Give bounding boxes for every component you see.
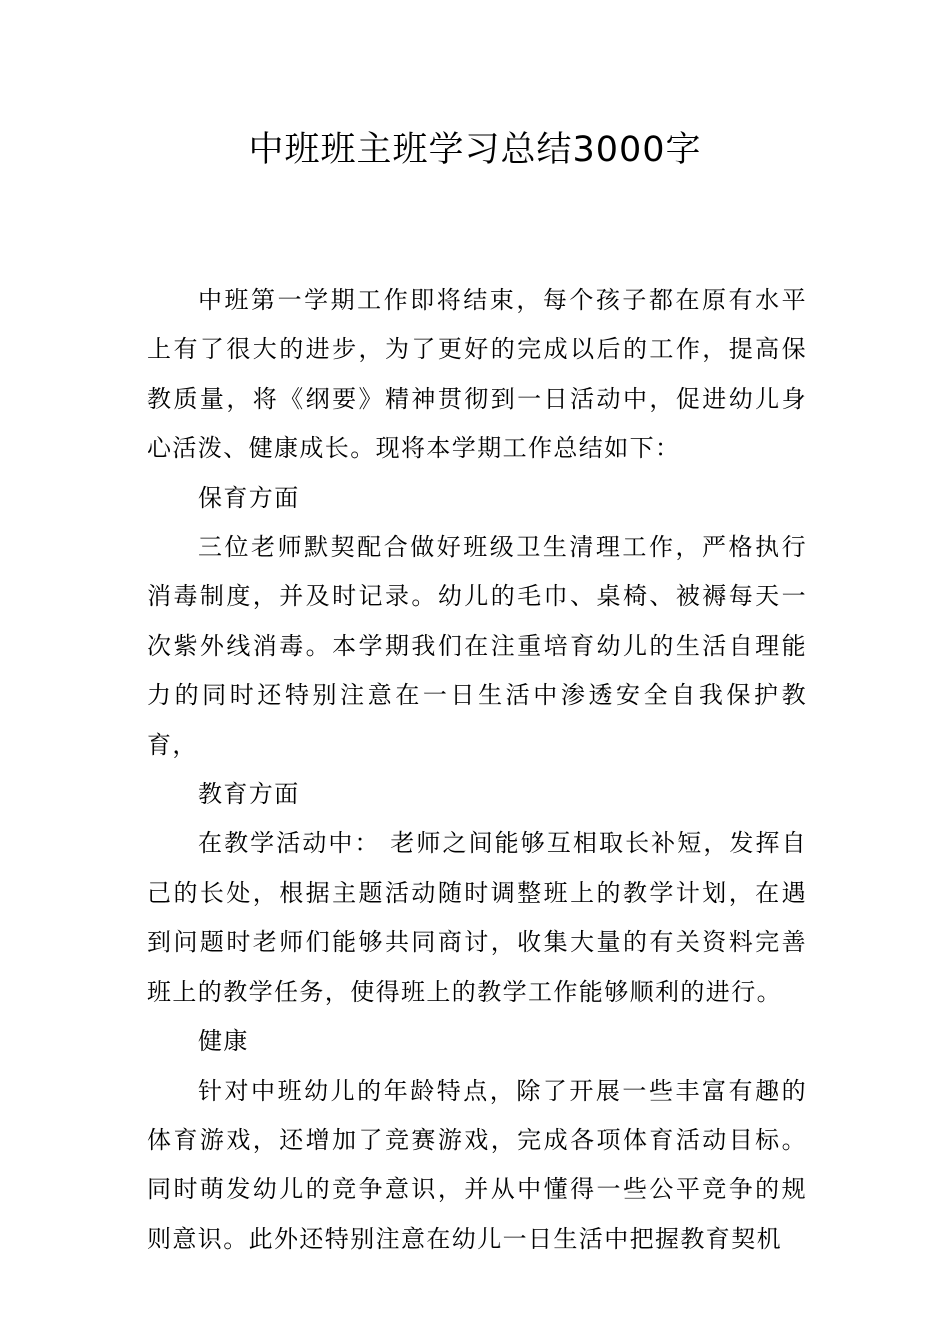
intro-paragraph: 中班第一学期工作即将结束，每个孩子都在原有水平上有了很大的进步，为了更好的完成以后的工作，提高保教质量，将《纲要》精神贯彻到一日活动中，促进幼儿身心活泼、健康成长。现将本学期工作总结如下： [147, 286, 807, 463]
document-body [147, 276, 807, 1264]
education-paragraph: 在教学活动中： 老师之间能够互相取长补短，发挥自己的长处，根据主题活动随时调整班上的教学计划，在遇到问题时老师们能够共同商讨，收集大量的有关资料完善班上的教学任务，使得班上的教学工作能够顺利的进行。 [147, 829, 807, 1006]
care-paragraph: 三位老师默契配合做好班级卫生清理工作，严格执行消毒制度，并及时记录。幼儿的毛巾、桌椅、被褥每天一次紫外线消毒。本学期我们在注重培育幼儿的生活自理能力的同时还特别注意在一日生活中渗透安全自我保护教育， [147, 533, 807, 759]
section-heading-education: 教育方面 [198, 780, 300, 809]
health-paragraph: 针对中班幼儿的年龄特点，除了开展一些丰富有趣的体育游戏，还增加了竞赛游戏，完成各项体育活动目标。同时萌发幼儿的竞争意识，并从中懂得一些公平竞争的规则意识。此外还特别注意在幼儿一日生活中把握教育契机 [147, 1076, 807, 1253]
document-title: 中班班主班学习总结3000字 [248, 130, 702, 170]
section-heading-health: 健康 [198, 1027, 249, 1056]
section-heading-care: 保育方面 [198, 483, 300, 512]
